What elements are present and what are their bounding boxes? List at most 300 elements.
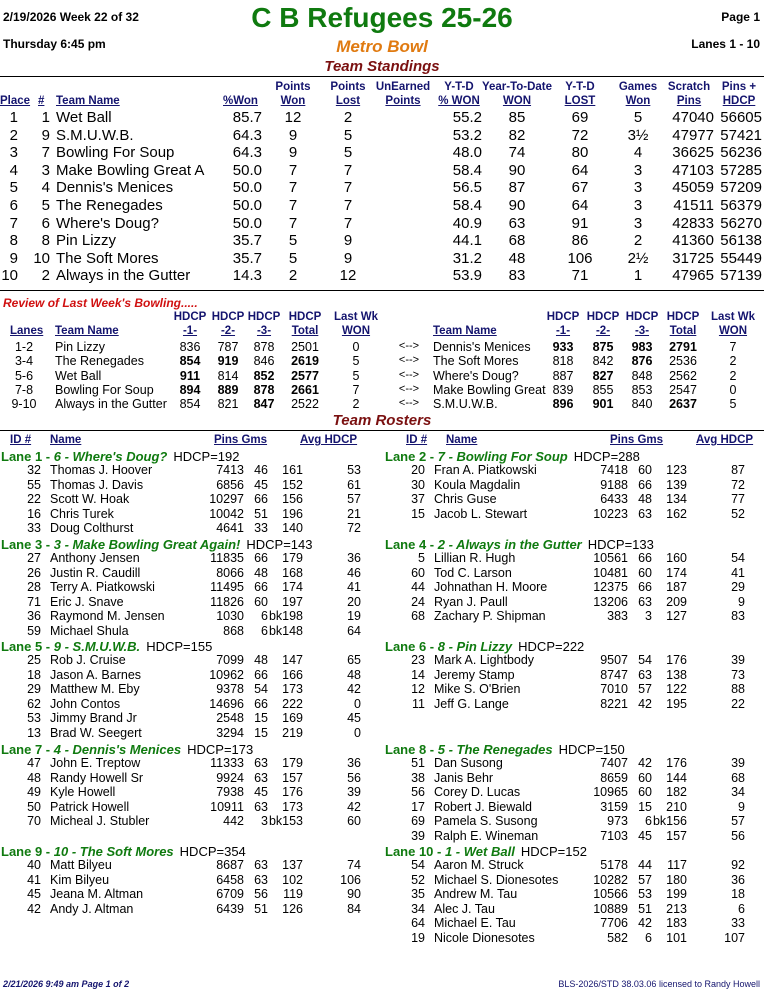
games-won: 5 (633, 109, 643, 126)
points-won: 7 (288, 161, 298, 179)
pct-won: 50.0 (232, 214, 262, 232)
player-avg: bk198 (268, 609, 303, 623)
ytd-pct-won: 53.9 (452, 267, 482, 285)
player-name: Thomas J. Davis (50, 477, 144, 492)
roster-player-row (385, 814, 764, 829)
points-lost: 7 (343, 197, 353, 214)
right-total: 2637 (669, 397, 697, 412)
player-name: Anthony Jensen (50, 551, 140, 565)
page-number: Page 1 (721, 10, 760, 24)
player-games: 51 (254, 901, 268, 916)
roster-player-row (1, 697, 383, 712)
roster-player-row (385, 887, 764, 902)
player-hdcp: 72 (731, 477, 745, 492)
col-lastwk-left-2: WON (341, 325, 371, 337)
left-game2: 814 (217, 368, 239, 383)
player-avg: 195 (666, 696, 687, 711)
standings-row (0, 267, 764, 285)
player-hdcp: 0 (354, 696, 361, 711)
player-games: 44 (638, 858, 652, 872)
team-number: 10 (33, 249, 50, 267)
right-game3: 840 (631, 397, 653, 412)
right-game3: 853 (631, 382, 653, 397)
player-name: Fran A. Piatkowski (434, 463, 537, 477)
standings-row (0, 250, 764, 268)
player-pins: 10962 (209, 667, 244, 682)
player-name: Chris Guse (434, 492, 497, 506)
roster-player-row (1, 521, 383, 536)
left-game2: 889 (217, 382, 239, 397)
team-name: Where's Doug? (56, 214, 159, 232)
license-footer: BLS-2026/STD 38.03.06 licensed to Randy Howell (558, 979, 760, 989)
player-avg: bk153 (268, 814, 303, 828)
scratch-pins: 45059 (672, 179, 714, 197)
col-g3-left: -3- (256, 325, 272, 337)
left-game3: 878 (253, 340, 275, 354)
player-pins: 10566 (593, 887, 628, 901)
player-avg: 147 (282, 653, 303, 667)
pct-won: 35.7 (232, 232, 262, 250)
player-games: 53 (638, 887, 652, 901)
player-name: Matt Bilyeu (50, 858, 112, 872)
roster-player-row (385, 697, 764, 712)
player-games: 51 (638, 901, 652, 916)
points-won: 12 (284, 109, 302, 126)
player-id: 32 (27, 463, 41, 477)
player-games: 66 (254, 580, 268, 594)
col-total-left: Total (291, 325, 319, 337)
player-avg: 160 (666, 551, 687, 565)
col-ytd-lost-1: Y-T-D (565, 81, 595, 93)
points-won: 5 (288, 232, 298, 250)
player-avg: 138 (666, 667, 687, 682)
col-num: # (38, 95, 45, 107)
player-pins: 10297 (209, 492, 244, 506)
roster-player-row (1, 756, 383, 771)
player-games: 63 (638, 506, 652, 521)
left-team-name: Pin Lizzy (55, 340, 106, 354)
standings-row (0, 127, 764, 145)
vs-arrow: <--> (398, 397, 420, 410)
lane-team-hdcp: HDCP=222 (518, 639, 585, 654)
team-number: 5 (41, 197, 50, 214)
player-pins: 582 (607, 930, 628, 945)
player-pins: 11333 (210, 756, 244, 770)
pct-won: 85.7 (232, 109, 262, 126)
player-games: 15 (254, 711, 268, 725)
player-games: 63 (254, 858, 268, 872)
team-name: Wet Ball (56, 109, 112, 126)
lane-team-name: 1 - Wet Ball (444, 844, 515, 859)
ytd-lost: 71 (571, 267, 589, 285)
roster-player-row (385, 609, 764, 624)
col-name-right: Name (446, 434, 478, 446)
player-pins: 10889 (593, 901, 628, 916)
roster-player-row (1, 858, 383, 873)
ytd-pct-won: 31.2 (452, 249, 482, 267)
player-hdcp: 42 (347, 799, 361, 814)
player-pins: 13206 (593, 594, 628, 609)
points-won: 7 (288, 197, 298, 214)
player-games: 60 (638, 770, 652, 785)
col-unearned-1: UnEarned (375, 81, 431, 93)
player-hdcp: 20 (347, 594, 361, 609)
lanes-pair: 3-4 (14, 354, 34, 369)
pct-won: 50.0 (232, 197, 262, 214)
player-avg: 176 (282, 785, 303, 799)
player-avg: bk156 (652, 814, 687, 828)
team-name: S.M.U.W.B. (56, 126, 134, 144)
lane-range: Lanes 1 - 10 (691, 37, 760, 51)
col-team-name: Team Name (56, 95, 120, 107)
player-name: Zachary P. Shipman (434, 609, 546, 623)
player-id: 50 (27, 799, 41, 814)
player-games: 66 (638, 580, 652, 594)
pct-won: 50.0 (232, 179, 262, 197)
player-games: 42 (638, 756, 652, 770)
left-total: 2661 (291, 382, 319, 397)
col-hdcp2-right-top: HDCP (586, 311, 620, 323)
lane-label: Lane 1 - (1, 449, 54, 464)
player-pins: 7938 (216, 785, 244, 799)
player-name: Michael Shula (50, 623, 129, 638)
player-id: 25 (27, 653, 41, 667)
review-row (0, 369, 764, 383)
player-games: 63 (638, 594, 652, 609)
player-games: 6 (645, 930, 652, 945)
roster-player-row (385, 478, 764, 493)
player-avg: 122 (666, 682, 687, 696)
scratch-pins: 47965 (672, 267, 714, 285)
player-pins: 6439 (216, 901, 244, 916)
league-title: C B Refugees 25-26 (251, 2, 513, 33)
player-games: 60 (638, 463, 652, 477)
roster-player-row (385, 566, 764, 581)
roster-player-row (1, 507, 383, 522)
player-pins: 9378 (216, 682, 244, 696)
roster-player-row (1, 814, 383, 829)
player-id: 42 (27, 901, 41, 916)
player-name: Randy Howell Sr (50, 770, 144, 785)
right-game2: 855 (592, 382, 614, 397)
col-scratch-1: Scratch (667, 81, 711, 93)
lane-team-name: 2 - Always in the Gutter (437, 537, 582, 552)
lane-heading (385, 449, 640, 464)
standings-row (0, 215, 764, 233)
team-number: 7 (41, 144, 50, 162)
player-hdcp: 46 (347, 565, 361, 580)
lane-team-name: 10 - The Soft Mores (53, 844, 174, 859)
player-id: 24 (411, 594, 425, 609)
player-pins: 6709 (216, 887, 244, 901)
left-won: 2 (352, 397, 360, 412)
player-hdcp: 45 (347, 711, 361, 725)
col-pins-gms-left: Pins Gms (214, 434, 268, 446)
player-hdcp: 54 (731, 551, 745, 565)
scratch-pins: 47103 (672, 161, 714, 179)
team-number: 4 (41, 179, 50, 197)
roster-player-row (1, 785, 383, 800)
pins-hdcp: 56605 (720, 109, 762, 126)
col-points-lost-2: Lost (335, 95, 361, 107)
ytd-won: 48 (508, 249, 526, 267)
player-pins: 7010 (600, 682, 628, 696)
roster-player-row (385, 463, 764, 478)
player-name: Ryan J. Paull (434, 594, 508, 609)
right-team-name: S.M.U.W.B. (433, 397, 498, 412)
player-pins: 8747 (600, 667, 628, 682)
lane-team-hdcp: HDCP=150 (558, 742, 625, 757)
lane-team-name: 9 - S.M.U.W.B. (53, 639, 141, 654)
player-hdcp: 77 (731, 492, 745, 506)
player-hdcp: 83 (731, 609, 745, 623)
player-avg: 199 (666, 887, 687, 901)
ytd-lost: 64 (571, 197, 589, 214)
right-won: 7 (729, 340, 737, 354)
player-id: 55 (27, 477, 41, 492)
points-won: 7 (288, 214, 298, 232)
player-id: 51 (411, 756, 425, 770)
ytd-pct-won: 56.5 (452, 179, 482, 197)
player-games: 60 (638, 565, 652, 580)
roster-player-row (385, 771, 764, 786)
points-lost: 5 (343, 126, 353, 144)
player-name: Kim Bilyeu (50, 872, 110, 887)
games-won: 2½ (627, 249, 649, 267)
lane-team-name: 3 - Make Bowling Great Again! (53, 537, 241, 552)
player-pins: 7103 (600, 828, 628, 843)
player-games: 45 (638, 828, 652, 843)
standings-rule (0, 76, 764, 77)
player-pins: 6856 (216, 477, 244, 492)
player-pins: 11835 (210, 551, 244, 565)
col-hdcp2-left-top: HDCP (211, 311, 245, 323)
player-name: Justin R. Caudill (50, 565, 141, 580)
player-name: John Contos (50, 696, 121, 711)
player-id: 37 (411, 492, 425, 506)
player-id: 34 (411, 901, 425, 916)
right-won: 2 (729, 368, 737, 383)
review-title: Review of Last Week's Bowling..... (3, 296, 198, 310)
print-date-footer: 2/21/2026 9:49 am Page 1 of 2 (3, 979, 130, 989)
right-game2: 901 (592, 397, 614, 412)
player-hdcp: 33 (731, 916, 745, 930)
review-row (0, 354, 764, 368)
right-game1: 933 (552, 340, 574, 354)
team-name: Dennis's Menices (56, 179, 174, 197)
left-team-name: Always in the Gutter (55, 397, 167, 412)
col-hdcp1-left-top: HDCP (173, 311, 207, 323)
col-pct-won: %Won (223, 95, 258, 107)
left-won: 5 (352, 368, 360, 383)
right-won: 5 (729, 397, 737, 412)
player-games: 15 (638, 799, 652, 814)
ytd-pct-won: 44.1 (452, 232, 482, 250)
ytd-lost: 64 (571, 161, 589, 179)
place: 1 (9, 109, 18, 126)
player-name: Dan Susong (434, 756, 503, 770)
lane-label: Lane 9 - (1, 844, 54, 859)
points-lost: 5 (343, 144, 353, 162)
player-games: 66 (254, 551, 268, 565)
right-team-name: The Soft Mores (433, 354, 519, 369)
standings-row (0, 109, 764, 127)
player-games: 63 (254, 872, 268, 887)
points-won: 7 (288, 179, 298, 197)
right-team-name: Make Bowling Great (433, 382, 546, 397)
player-id: 45 (27, 887, 41, 901)
player-id: 13 (27, 725, 41, 740)
right-won: 0 (729, 382, 737, 397)
lanes-pair: 7-8 (14, 382, 34, 397)
left-team-name: Bowling For Soup (55, 382, 154, 397)
lane-heading (1, 639, 212, 654)
player-hdcp: 72 (347, 521, 361, 535)
lane-label: Lane 5 - (1, 639, 54, 654)
pins-hdcp: 56138 (720, 232, 762, 250)
player-name: Jimmy Brand Jr (50, 711, 137, 725)
player-games: 48 (638, 492, 652, 506)
player-id: 5 (418, 551, 425, 565)
player-id: 38 (411, 770, 425, 785)
player-hdcp: 65 (347, 653, 361, 667)
right-total: 2547 (669, 382, 697, 397)
ytd-won: 87 (508, 179, 526, 197)
lane-team-hdcp: HDCP=192 (173, 449, 240, 464)
team-number: 9 (41, 126, 50, 144)
left-total: 2501 (291, 340, 319, 354)
col-hdcpt-left-top: HDCP (288, 311, 322, 323)
ytd-won: 83 (508, 267, 526, 285)
player-hdcp: 48 (347, 667, 361, 682)
lane-heading (385, 537, 654, 552)
pct-won: 64.3 (232, 126, 262, 144)
ytd-lost: 80 (571, 144, 589, 162)
scratch-pins: 47977 (672, 126, 714, 144)
ytd-won: 63 (508, 214, 526, 232)
games-won: 3 (633, 214, 643, 232)
team-name: Bowling For Soup (56, 144, 175, 162)
pct-won: 64.3 (232, 144, 262, 162)
player-pins: 10911 (210, 799, 244, 814)
player-name: Tod C. Larson (434, 565, 512, 580)
col-lastwk-right-2: WON (718, 325, 748, 337)
ytd-won: 68 (508, 232, 526, 250)
roster-player-row (385, 800, 764, 815)
player-name: Micheal J. Stubler (50, 814, 150, 828)
player-avg: 213 (666, 901, 687, 916)
ytd-pct-won: 58.4 (452, 161, 482, 179)
player-id: 20 (411, 463, 425, 477)
player-games: 15 (254, 725, 268, 740)
player-games: 66 (638, 551, 652, 565)
games-won: 1 (633, 267, 643, 285)
col-hdcpt-right-top: HDCP (666, 311, 700, 323)
player-hdcp: 29 (731, 580, 745, 594)
player-hdcp: 9 (738, 594, 745, 609)
player-pins: 7099 (216, 653, 244, 667)
player-avg: 166 (282, 667, 303, 682)
player-name: Scott W. Hoak (50, 492, 130, 506)
col-points-won-1: Points (275, 81, 311, 93)
lane-heading (1, 742, 253, 757)
scratch-pins: 41511 (673, 197, 714, 214)
player-games: 57 (638, 682, 652, 696)
player-hdcp: 92 (731, 858, 745, 872)
col-ytd-lost-2: LOST (564, 95, 596, 107)
player-pins: 9507 (600, 653, 628, 667)
lane-team-name: 5 - The Renegades (437, 742, 553, 757)
player-pins: 442 (223, 814, 244, 828)
player-avg: 174 (666, 565, 687, 580)
place: 6 (9, 197, 18, 214)
player-games: 57 (638, 872, 652, 887)
player-avg: 126 (282, 901, 303, 916)
left-game2: 919 (217, 354, 239, 369)
player-games: 56 (254, 887, 268, 901)
player-avg: 173 (282, 682, 303, 696)
col-hdcp3-right-top: HDCP (625, 311, 659, 323)
lane-team-hdcp: HDCP=143 (246, 537, 313, 552)
player-games: 3 (261, 814, 268, 828)
player-games: 63 (254, 799, 268, 814)
player-id: 64 (411, 916, 425, 930)
player-id: 18 (27, 667, 41, 682)
player-pins: 8659 (600, 770, 628, 785)
roster-player-row (1, 726, 383, 741)
scratch-pins: 42833 (672, 214, 714, 232)
player-hdcp: 88 (731, 682, 745, 696)
player-name: Terry A. Piatkowski (50, 580, 155, 594)
roster-player-row (1, 624, 383, 639)
player-hdcp: 21 (347, 506, 361, 521)
player-id: 39 (411, 828, 425, 843)
games-won: 3 (633, 179, 643, 197)
player-games: 42 (638, 916, 652, 930)
pct-won: 14.3 (232, 267, 262, 285)
player-pins: 10481 (593, 565, 628, 580)
player-hdcp: 39 (347, 785, 361, 799)
roster-player-row (1, 771, 383, 786)
ytd-pct-won: 58.4 (452, 197, 482, 214)
left-game1: 911 (179, 368, 201, 383)
report-date-week: 2/19/2026 Week 22 of 32 (3, 10, 139, 24)
player-id: 33 (27, 521, 41, 535)
roster-player-row (385, 595, 764, 610)
player-avg: 137 (282, 858, 303, 872)
rosters-rule (0, 430, 764, 431)
roster-player-row (1, 653, 383, 668)
player-avg: 183 (666, 916, 687, 930)
place: 10 (1, 267, 18, 285)
player-pins: 11495 (210, 580, 244, 594)
player-hdcp: 74 (347, 858, 361, 872)
lane-team-hdcp: HDCP=152 (520, 844, 587, 859)
player-hdcp: 56 (347, 770, 361, 785)
ytd-won: 85 (508, 109, 526, 126)
player-id: 41 (27, 872, 41, 887)
pct-won: 50.0 (232, 161, 262, 179)
player-hdcp: 52 (731, 506, 745, 521)
player-id: 36 (27, 609, 41, 623)
team-number: 1 (41, 109, 50, 126)
player-avg: 139 (666, 477, 687, 492)
roster-player-row (1, 478, 383, 493)
team-number: 3 (41, 161, 50, 179)
player-games: 42 (638, 696, 652, 711)
standings-row (0, 197, 764, 215)
col-points-lost-1: Points (330, 81, 366, 93)
